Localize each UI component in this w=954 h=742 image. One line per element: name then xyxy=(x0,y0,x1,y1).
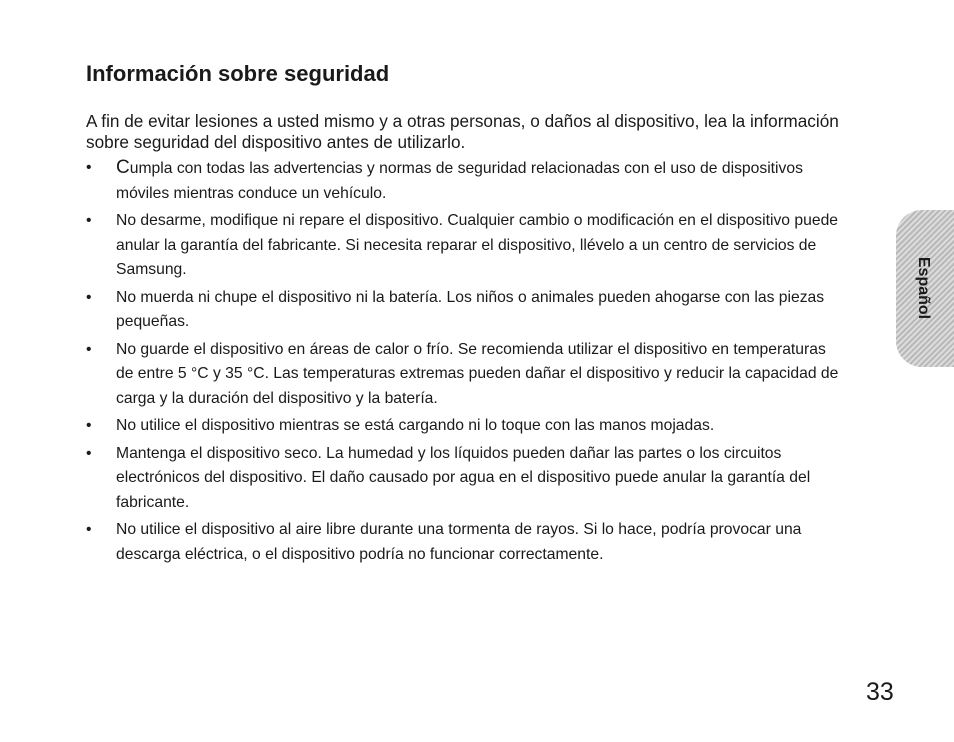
list-item xyxy=(86,414,846,439)
list-item-text: Mantenga el dispositivo seco. La humedad y los líquidos pueden dañar las partes o los circuitos electrónicos del dispositivo. El daño causado por agua en el dispositivo puede anular la garantía del fabricante. xyxy=(116,444,811,511)
list-item-text: No muerda ni chupe el dispositivo ni la batería. Los niños o animales pueden ahogarse con las piezas pequeñas. xyxy=(116,288,825,330)
list-item xyxy=(86,338,846,412)
list-item-text: No desarme, modifique ni repare el dispositivo. Cualquier cambio o modificación en el dispositivo puede anular la garantía del fabricante. Si necesita reparar el dispositivo, llévelo a un centro de servicios de Samsung. xyxy=(116,212,839,278)
bullet-icon: • xyxy=(86,444,92,462)
bullet-icon: • xyxy=(86,521,92,538)
list-item xyxy=(86,156,846,206)
list-item-text: No utilice el dispositivo al aire libre durante una tormenta de rayos. Si lo hace, podría provocar una descarga eléctrica, o el dispositivo podría no funcionar correctamente. xyxy=(116,521,802,563)
bullet-icon: • xyxy=(86,159,92,176)
bullet-icon: • xyxy=(86,288,92,306)
bullet-icon: • xyxy=(86,212,92,229)
list-item xyxy=(86,518,846,567)
list-item xyxy=(86,209,846,283)
page-title: Información sobre seguridad xyxy=(86,61,390,86)
language-tab-label: Español xyxy=(915,256,932,320)
drop-initial: C xyxy=(116,157,130,178)
list-item xyxy=(86,442,846,516)
list-item-text: No guarde el dispositivo en áreas de calor o frío. Se recomienda utilizar el dispositivo en temperaturas de entre 5 °C y 35 °C. Las temperaturas extremas pueden dañar el dispositivo y reducir la capacidad de carga y la duración del dispositivo y la batería. xyxy=(116,340,839,407)
list-item xyxy=(86,286,846,335)
bullet-icon: • xyxy=(86,340,92,358)
intro-paragraph: A fin de evitar lesiones a usted mismo y a otras personas, o daños al dispositivo, lea la información sobre seguridad del dispositivo antes de utilizarlo. xyxy=(86,111,839,152)
list-item-text: umpla con todas las advertencias y normas de seguridad relacionadas con el uso de dispositivos móviles mientras conduce un vehículo. xyxy=(116,160,803,202)
list-item-text: No utilice el dispositivo mientras se está cargando ni lo toque con las manos mojadas. xyxy=(116,417,715,434)
bullet-icon: • xyxy=(86,417,92,434)
page-number: 33 xyxy=(866,678,894,706)
safety-list xyxy=(86,156,846,570)
